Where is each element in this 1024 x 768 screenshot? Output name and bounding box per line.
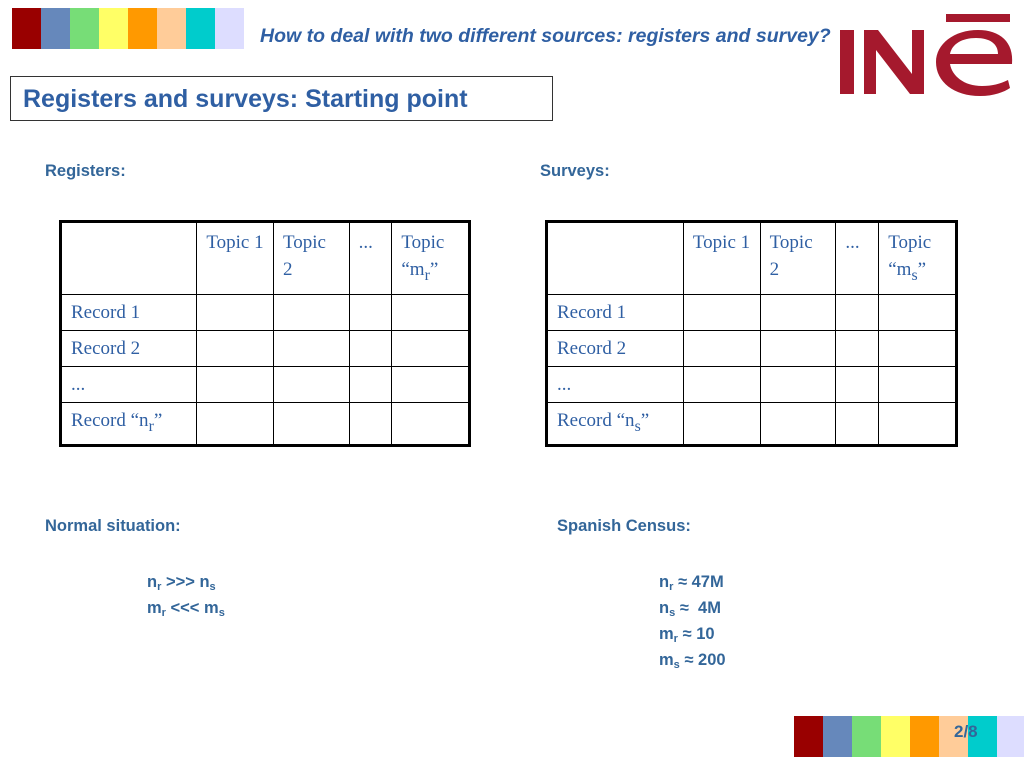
column-header bbox=[879, 222, 957, 295]
color-swatch bbox=[70, 8, 99, 49]
table-cell bbox=[836, 330, 879, 366]
column-header-text: Topic “m bbox=[888, 232, 932, 280]
table-cell bbox=[197, 366, 274, 402]
table-cell bbox=[273, 402, 349, 445]
table-row bbox=[61, 366, 470, 402]
variable: m bbox=[147, 599, 162, 617]
color-swatch bbox=[881, 716, 910, 757]
census-value: 200 bbox=[698, 651, 726, 669]
row-label-text: ” bbox=[153, 409, 163, 431]
column-header: ... bbox=[349, 222, 392, 295]
table-cell bbox=[879, 330, 957, 366]
row-label: Record 1 bbox=[547, 294, 684, 330]
row-label bbox=[61, 402, 197, 445]
table-cell bbox=[392, 366, 470, 402]
spanish-census-label: Spanish Census: bbox=[557, 517, 691, 535]
subscript: s bbox=[669, 607, 676, 619]
row-label: Record 1 bbox=[61, 294, 197, 330]
row-label bbox=[547, 402, 684, 445]
subscript: s bbox=[673, 659, 680, 671]
table-cell bbox=[273, 366, 349, 402]
color-strip-top bbox=[12, 8, 244, 49]
color-swatch bbox=[157, 8, 186, 49]
color-swatch bbox=[852, 716, 881, 757]
normal-situation-label: Normal situation: bbox=[45, 517, 181, 535]
operator: ≈ bbox=[677, 625, 697, 643]
page-number: 2/8 bbox=[954, 722, 978, 741]
table-cell bbox=[349, 402, 392, 445]
variable: m bbox=[659, 625, 674, 643]
variable: m bbox=[659, 651, 674, 669]
table-cell bbox=[197, 330, 274, 366]
table-cell bbox=[349, 366, 392, 402]
table-cell bbox=[879, 366, 957, 402]
operator: <<< bbox=[165, 599, 205, 617]
subscript: r bbox=[669, 581, 674, 593]
operator: ≈ bbox=[673, 573, 692, 591]
row-label-text: ” bbox=[640, 409, 650, 431]
color-swatch bbox=[41, 8, 70, 49]
row-label: Record 2 bbox=[547, 330, 684, 366]
subscript: s bbox=[634, 417, 641, 435]
table-cell bbox=[879, 294, 957, 330]
operator: ≈ bbox=[675, 599, 699, 617]
table-header-row bbox=[547, 222, 957, 295]
table-cell bbox=[760, 330, 836, 366]
surveys-label: Surveys: bbox=[540, 162, 610, 180]
subscript: s bbox=[911, 266, 918, 284]
registers-label: Registers: bbox=[45, 162, 126, 180]
table-cell bbox=[349, 330, 392, 366]
table-cell bbox=[879, 402, 957, 445]
table-cell bbox=[273, 330, 349, 366]
variable: m bbox=[204, 599, 219, 617]
corner-cell bbox=[61, 222, 197, 295]
registers-table bbox=[59, 220, 471, 447]
variable: n bbox=[147, 573, 158, 591]
color-swatch bbox=[823, 716, 852, 757]
inequality-line bbox=[147, 595, 225, 626]
subscript: r bbox=[161, 607, 166, 619]
table-cell bbox=[273, 294, 349, 330]
table-row bbox=[61, 402, 470, 445]
table-cell bbox=[349, 294, 392, 330]
table-cell bbox=[392, 330, 470, 366]
table-cell bbox=[760, 366, 836, 402]
subscript: r bbox=[148, 417, 154, 435]
table-cell bbox=[683, 402, 760, 445]
row-label-text: Record “n bbox=[71, 409, 149, 431]
table-row bbox=[547, 402, 957, 445]
ine-logo bbox=[838, 10, 1014, 96]
column-header-text: ” bbox=[917, 259, 927, 280]
title-box bbox=[10, 76, 553, 121]
subscript: r bbox=[673, 633, 678, 645]
color-swatch bbox=[12, 8, 41, 49]
subscript: r bbox=[157, 581, 162, 593]
corner-cell bbox=[547, 222, 684, 295]
table-cell bbox=[197, 294, 274, 330]
column-header: Topic 2 bbox=[760, 222, 836, 295]
table-cell bbox=[760, 294, 836, 330]
census-line bbox=[659, 647, 726, 678]
table-cell bbox=[392, 402, 470, 445]
color-swatch bbox=[997, 716, 1024, 757]
census-value: 10 bbox=[696, 625, 715, 643]
color-strip-bottom bbox=[794, 716, 1024, 757]
variable: n bbox=[659, 573, 670, 591]
surveys-table bbox=[545, 220, 958, 447]
table-row bbox=[61, 294, 470, 330]
table-cell bbox=[683, 294, 760, 330]
color-swatch bbox=[99, 8, 128, 49]
column-header: ... bbox=[836, 222, 879, 295]
column-header: Topic 1 bbox=[197, 222, 274, 295]
column-header bbox=[392, 222, 470, 295]
operator: >>> bbox=[161, 573, 200, 591]
subscript: s bbox=[209, 581, 216, 593]
census-value: 47M bbox=[691, 573, 724, 591]
table-cell bbox=[197, 402, 274, 445]
column-header: Topic 2 bbox=[273, 222, 349, 295]
variable: n bbox=[199, 573, 210, 591]
color-swatch bbox=[186, 8, 215, 49]
table-row bbox=[61, 330, 470, 366]
column-header: Topic 1 bbox=[683, 222, 760, 295]
census-value: 4M bbox=[698, 599, 721, 617]
table-cell bbox=[683, 366, 760, 402]
row-label: ... bbox=[547, 366, 684, 402]
color-swatch bbox=[910, 716, 939, 757]
table-cell bbox=[392, 294, 470, 330]
variable: n bbox=[659, 599, 670, 617]
column-header-text: ” bbox=[429, 259, 439, 280]
table-cell bbox=[760, 402, 836, 445]
color-swatch bbox=[215, 8, 244, 49]
color-swatch bbox=[794, 716, 823, 757]
subscript: r bbox=[424, 266, 430, 284]
color-swatch bbox=[128, 8, 157, 49]
row-label: Record 2 bbox=[61, 330, 197, 366]
table-cell bbox=[683, 330, 760, 366]
column-header-text: Topic “m bbox=[401, 232, 445, 280]
row-label-text: Record “n bbox=[557, 409, 635, 431]
subscript: s bbox=[218, 607, 225, 619]
table-cell bbox=[836, 294, 879, 330]
table-row bbox=[547, 366, 957, 402]
table-cell bbox=[836, 366, 879, 402]
table-header-row bbox=[61, 222, 470, 295]
slide-title: Registers and surveys: Starting point bbox=[23, 85, 468, 113]
row-label: ... bbox=[61, 366, 197, 402]
table-row bbox=[547, 294, 957, 330]
table-row bbox=[547, 330, 957, 366]
operator: ≈ bbox=[679, 651, 699, 669]
slide-subtitle: How to deal with two different sources: registers and survey? bbox=[260, 25, 831, 47]
table-cell bbox=[836, 402, 879, 445]
